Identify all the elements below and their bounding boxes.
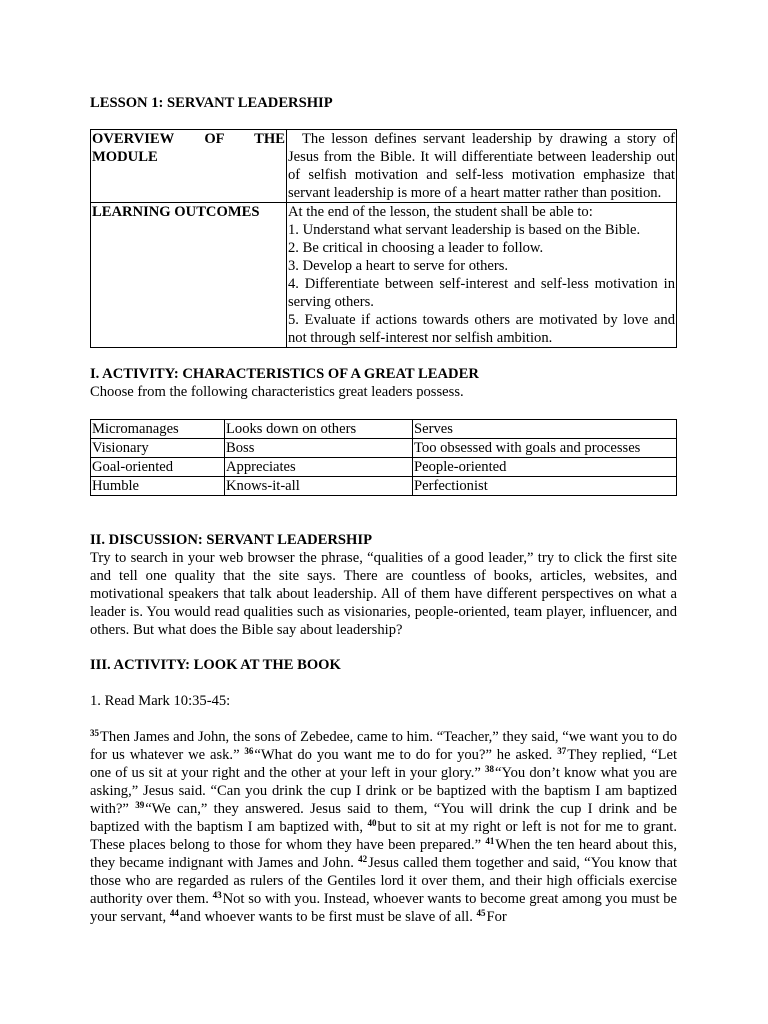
verse-number: 37 [557,746,567,756]
table-cell: Micromanages [91,420,225,439]
table-cell: Visionary [91,439,225,458]
lesson-title: LESSON 1: SERVANT LEADERSHIP [90,95,333,111]
activity1-instruction: Choose from the following characteristics great leaders possess. [90,384,464,400]
activity1-heading: I. ACTIVITY: CHARACTERISTICS OF A GREAT LEADER [90,366,479,382]
table-cell: Looks down on others [225,420,413,439]
outcome-item: 4. Differentiate between self-interest and self-less motivation in serving others. [288,276,675,310]
table-cell: Goal-oriented [91,458,225,477]
overview-label: OVERVIEW OF THE MODULE [92,131,285,165]
activity3-heading: III. ACTIVITY: LOOK AT THE BOOK [90,657,341,673]
verse-text: Jesus called them together and said, “You know that those who are regarded as rulers of the Gentiles lord it over them, and their high officials exercise authority over them. [90,855,677,907]
table-cell: Boss [225,439,413,458]
verse-text: For [486,909,507,925]
table-cell: People-oriented [413,458,677,477]
overview-text-cell [287,130,677,203]
table-row [91,439,677,458]
outcomes-label: LEARNING OUTCOMES [91,203,287,348]
table-row [91,477,677,496]
table-cell: Perfectionist [413,477,677,496]
discussion-heading: II. DISCUSSION: SERVANT LEADERSHIP [90,532,372,548]
overview-label-cell [91,130,287,203]
table-cell: Serves [413,420,677,439]
discussion-text: Try to search in your web browser the phrase, “qualities of a good leader,” try to click the first site and tell one quality that the site says. There are countless of books, articles, websites, and motivational speakers that talk about leadership. All of them have different perspectives on what a leader is. You would read qualities such as visionaries, people-oriented, team player, influencer, and others. But what does the Bible say about leadership? [90,550,677,638]
outcome-item: 5. Evaluate if actions towards others are motivated by love and not through self-interest nor selfish ambition. [288,312,675,346]
verse-text: When the ten heard about this, they became indignant with James and John. [90,837,678,871]
verse-text: but to sit at my right or left is not for me to grant. These places belong to those for whom they have been prepared.” [90,819,678,853]
outcome-item: 2. Be critical in choosing a leader to follow. [288,240,544,256]
verse-text: Then James and John, the sons of Zebedee, came to him. “Teacher,” they said, “we want you to do for us whatever we ask.” [90,729,677,763]
scripture-passage [90,728,677,926]
table-row [91,420,677,439]
overview-row [91,130,677,203]
activity3-step: 1. Read Mark 10:35-45: [90,693,231,709]
verse-text: “We can,” they answered. Jesus said to them, “You will drink the cup I drink and be baptized with the baptism I am baptized with, [90,801,677,835]
outcomes-intro: At the end of the lesson, the student shall be able to: [288,204,593,220]
verse-number: 43 [212,890,222,900]
outcomes-row [91,203,677,348]
table-cell: Too obsessed with goals and processes [413,439,677,458]
verse-text: “You don’t know what you are asking,” Jesus said. “Can you drink the cup I drink or be baptized with the baptism I am baptized with?” [90,765,678,817]
overview-text: The lesson defines servant leadership by drawing a story of Jesus from the Bible. It will differentiate between leadership out of selfish motivation and self-less motivation emphasize that servant leadership is more of a heart matter rather than position. [288,131,675,201]
table-cell: Appreciates [225,458,413,477]
verse-number: 39 [135,800,145,810]
verse-number: 41 [485,836,495,846]
verse-text: Not so with you. Instead, whoever wants to become great among you must be your servant, [90,891,677,925]
verse-number: 44 [169,908,179,918]
verse-number: 36 [244,746,254,756]
verse-text: and whoever wants to be first must be slave of all. [179,909,477,925]
table-row [91,458,677,477]
outcome-item: 3. Develop a heart to serve for others. [288,258,509,274]
table-cell: Knows-it-all [225,477,413,496]
characteristics-table [90,419,677,496]
outcomes-cell [287,203,677,348]
table-cell: Humble [91,477,225,496]
outcome-item: 1. Understand what servant leadership is based on the Bible. [288,222,641,238]
verse-text: They replied, “Let one of us sit at your right and the other at your left in your glory.” [90,747,678,781]
verse-text: “What do you want me to do for you?” he asked. [254,747,558,763]
verse-number: 40 [367,818,377,828]
document-page [90,94,677,926]
verse-number: 45 [476,908,486,918]
module-info-table [90,129,677,348]
verse-number: 35 [90,728,99,738]
verse-number: 42 [358,854,368,864]
verse-number: 38 [485,764,495,774]
